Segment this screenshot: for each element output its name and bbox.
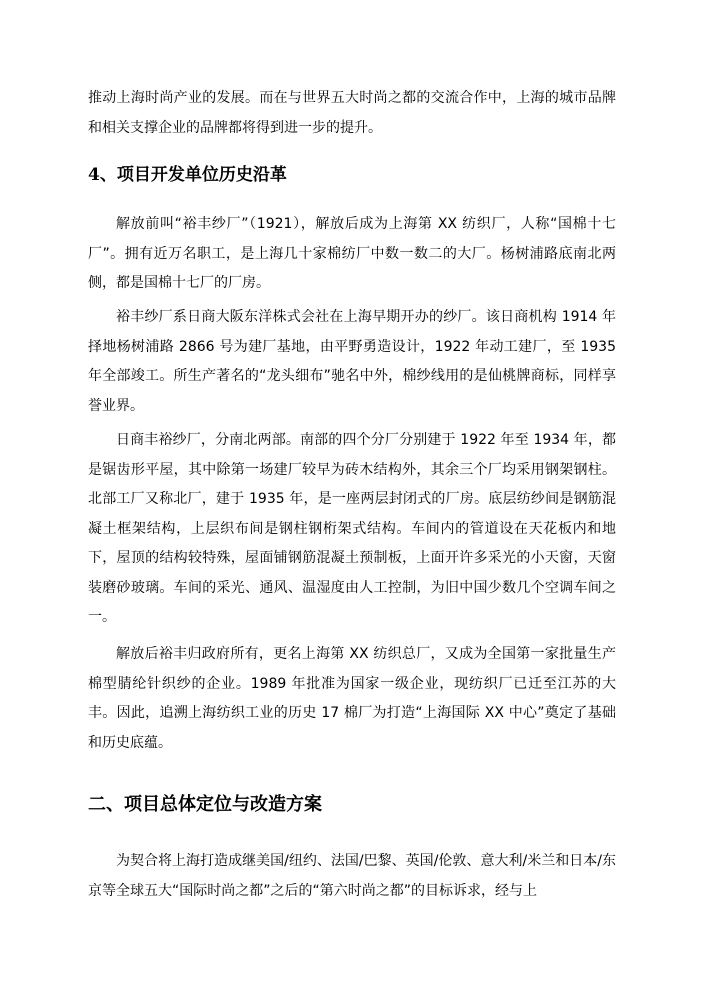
section-4-paragraph-4: 解放后裕丰归政府所有，更名上海第 XX 纺织总厂，又成为全国第一家批量生产棉型腈纶针织纱的企业。1989 年批准为国家一级企业，现纺织厂已迁至江苏的大丰。因此，追溯上海纺织工业的历史 17 棉厂为打造“上海国际 XX 中心”奠定了基础和历史底蕴。 [88,646,616,751]
section-4-paragraph-3: 日商丰裕纱厂，分南北两部。南部的四个分厂分别建于 1922 年至 1934 年，都是锯齿形平屋，其中除第一场建厂较早为砖木结构外，其余三个厂均采用钢架钢柱。北部工厂又称北厂，建于 1935 年，是一座两层封闭式的厂房。底层纺纱间是钢筋混凝土框架结构，上层织布间是钢柱钢桁架式结构。车间内的管道设在天花板内和地下，屋顶的结构较特殊，屋面铺钢筋混凝土预制板，上面开许多采光的小天窗，天窗装磨砂玻璃。车间的采光、通风、温湿度由人工控制，为旧中国少数几个空调车间之一。 [88,432,616,625]
part-2-paragraph-1: 为契合将上海打造成继美国/纽约、法国/巴黎、英国/伦敦、意大利/米兰和日本/东京等全球五大“国际时尚之都”之后的“第六时尚之都”的目标诉求，经与上 [88,853,616,899]
section-4-heading: 4、项目开发单位历史沿革 [88,165,287,185]
part-2-heading: 二、项目总体定位与改造方案 [88,794,322,815]
section-4-paragraph-2: 裕丰纱厂系日商大阪东洋株式会社在上海早期开办的纱厂。该日商机构 1914 年择地杨树浦路 2866 号为建厂基地，由平野勇造设计，1922 年动工建厂，至 1935 年全部竣工。所生产著名的“龙头细布”驰名中外，棉纱线用的是仙桃牌商标，同样享誉业界。 [88,309,616,414]
section-4-paragraph-1: 解放前叫“裕丰纱厂”（1921），解放后成为上海第 XX 纺织厂，人称“国棉十七厂”。拥有近万名职工，是上海几十家棉纺厂中数一数二的大厂。杨树浦路底南北两侧，都是国棉十七厂的厂房。 [88,216,616,291]
intro-paragraph: 推动上海时尚产业的发展。而在与世界五大时尚之都的交流合作中，上海的城市品牌和相关支撑企业的品牌都将得到进一步的提升。 [88,90,616,136]
